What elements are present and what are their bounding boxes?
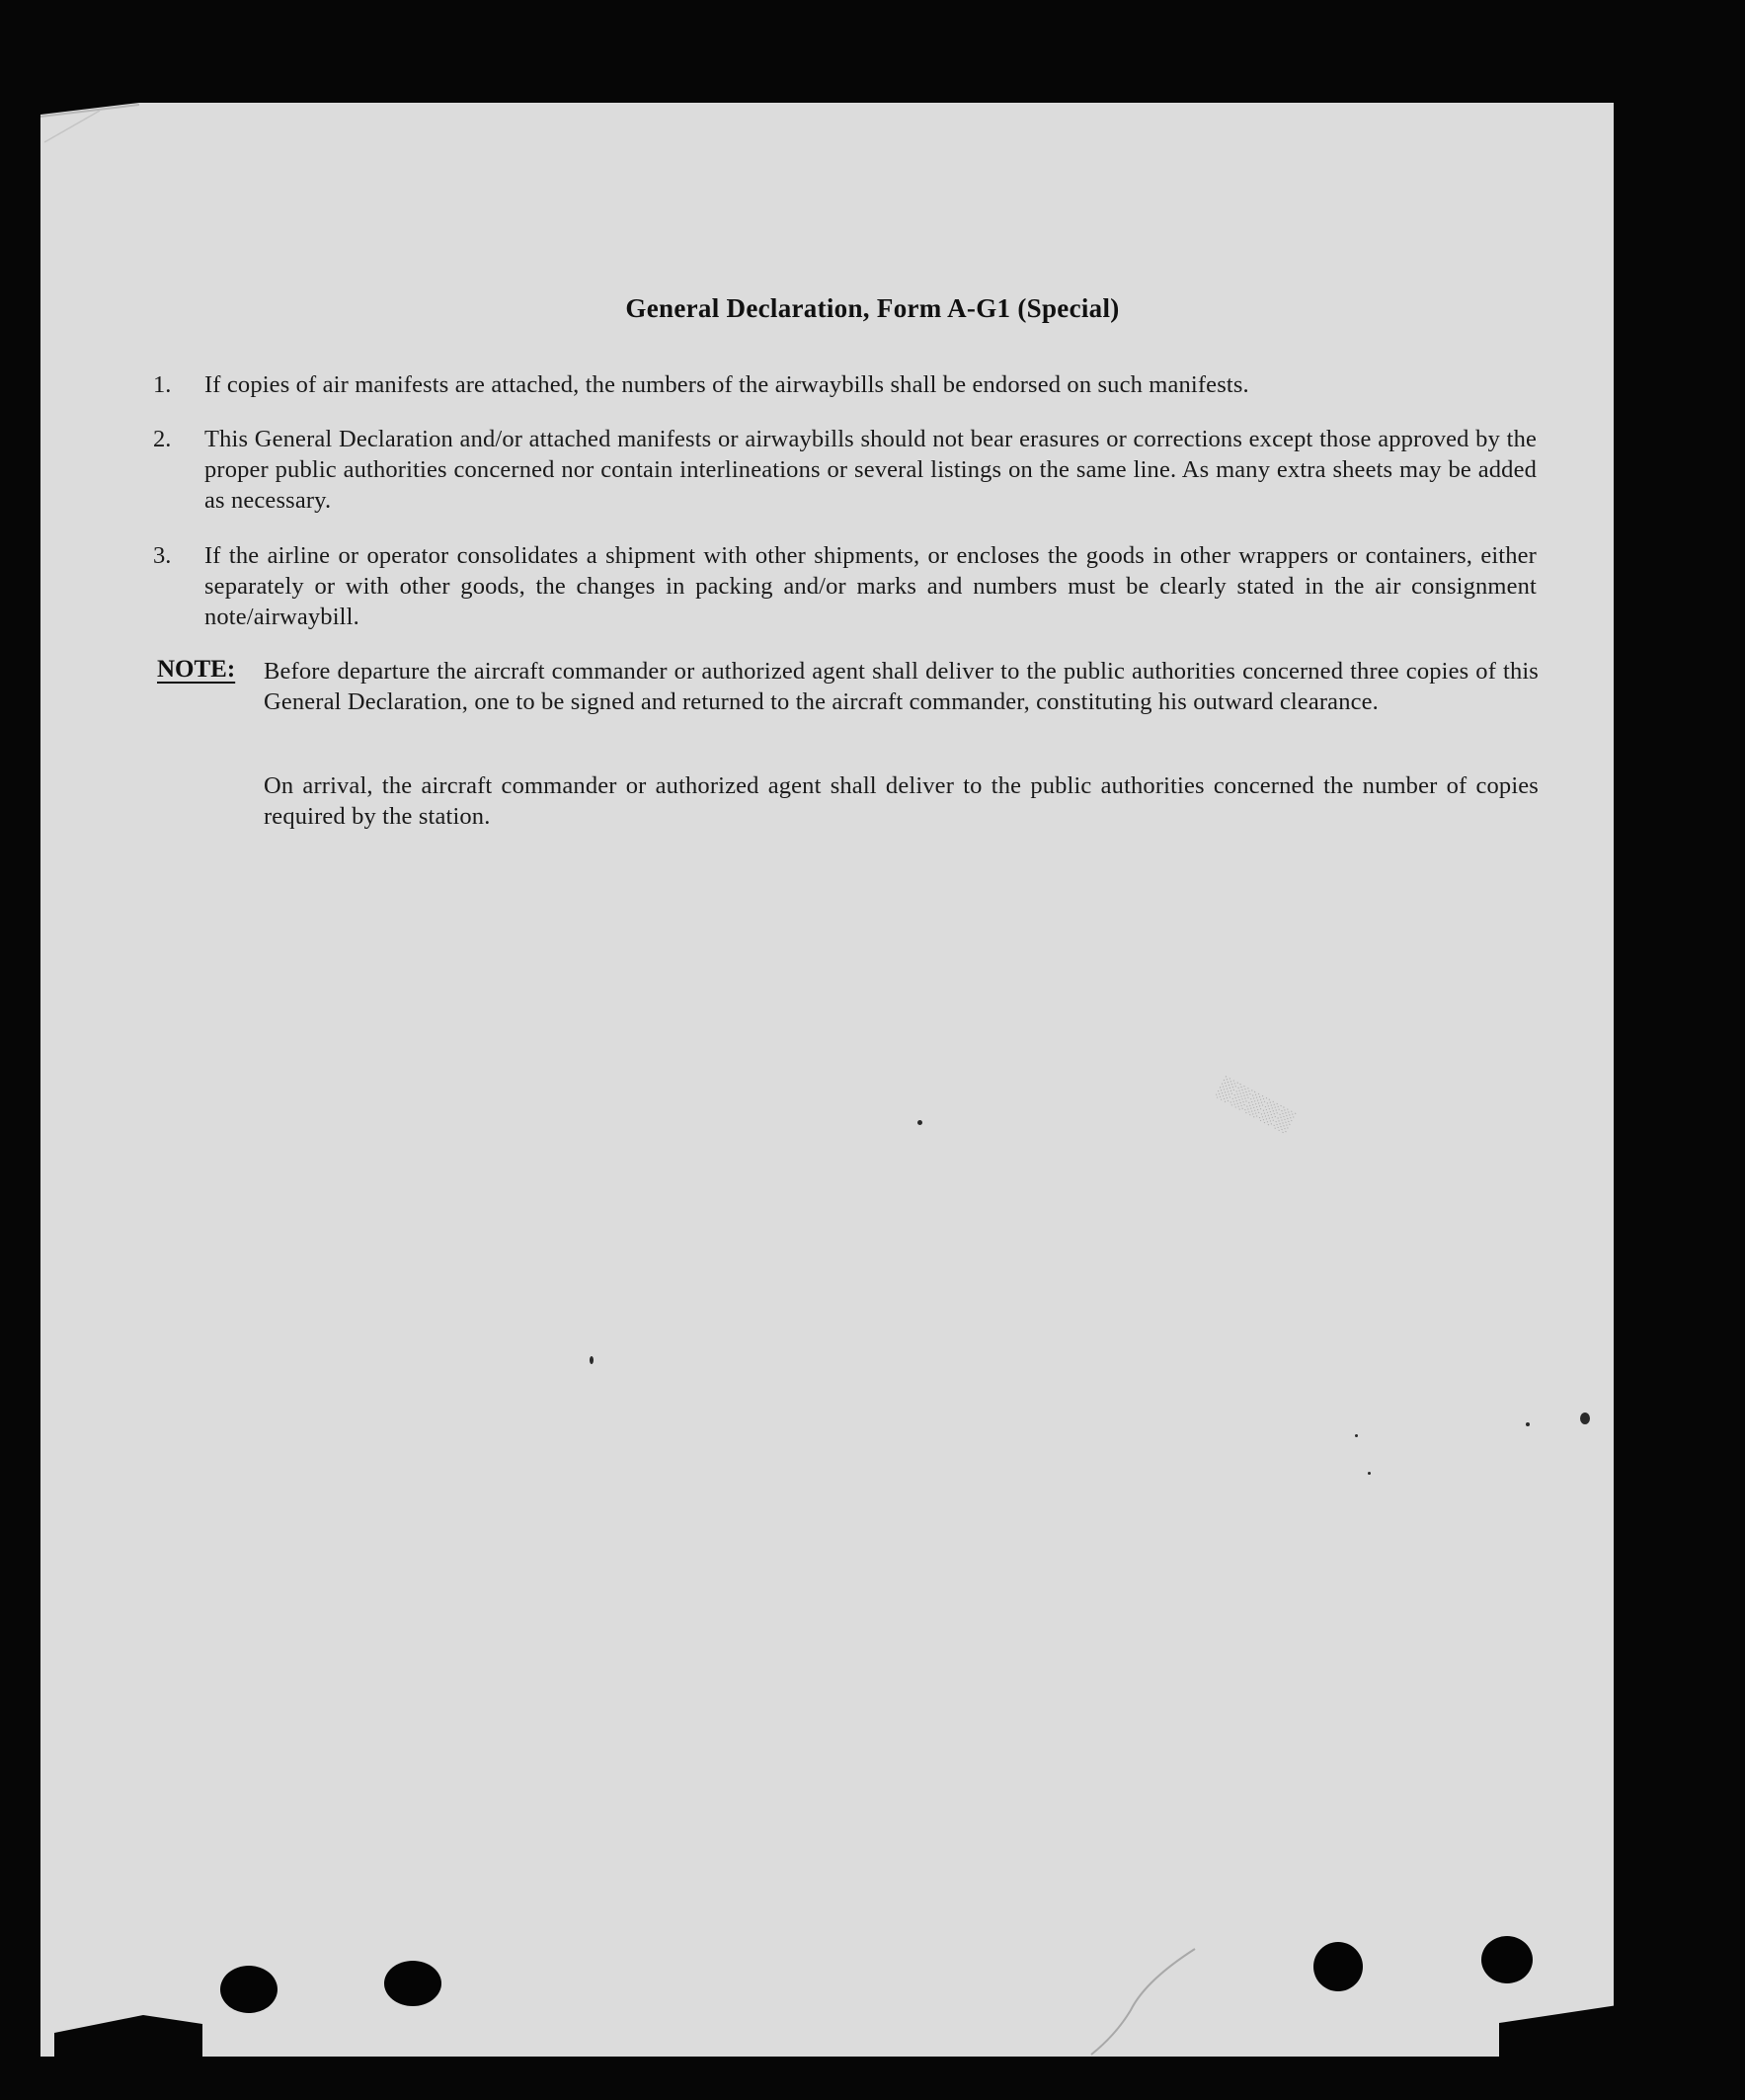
- item-text: This General Declaration and/or attached manifests or airwaybills should not bear erasures or corrections except those approved by the proper public authorities concerned nor contain interlineations or several listings on the same line. As many extra sheets may be added as necessary.: [204, 426, 1537, 514]
- item-number: 1.: [153, 371, 172, 398]
- scan-speck: [917, 1120, 922, 1125]
- scan-speck: [1526, 1422, 1530, 1426]
- note-paragraph: Before departure the aircraft commander or authorized agent shall deliver to the public authorities concerned three copies of this General Declaration, one to be signed and returned to the aircraft commander, constituting his outward clearance.: [264, 658, 1539, 715]
- scan-speck: [1355, 1434, 1358, 1437]
- tear-line: [1086, 1941, 1205, 2060]
- punch-hole: [220, 1966, 278, 2013]
- item-text: If the airline or operator consolidates a shipment with other shipments, or encloses the goods in other wrappers or containers, either separately or with other goods, the changes in packing and/or marks and numbers must be clearly stated in the air consignment note/airwaybill.: [204, 542, 1537, 630]
- item-number: 3.: [153, 542, 172, 569]
- punch-hole: [384, 1961, 441, 2006]
- punch-hole: [1481, 1936, 1533, 1983]
- scan-speck: [1368, 1472, 1371, 1475]
- item-number: 2.: [153, 426, 172, 452]
- item-text: If copies of air manifests are attached, the numbers of the airwaybills shall be endorsed on such manifests.: [204, 371, 1249, 398]
- scan-speck: [590, 1356, 594, 1364]
- punch-hole: [1313, 1942, 1363, 1991]
- document-title: General Declaration, Form A-G1 (Special): [625, 293, 1120, 323]
- note-label: NOTE:: [157, 656, 236, 683]
- faint-stamp-mark: ░░░░░: [1214, 1074, 1299, 1135]
- scan-speck: [1580, 1413, 1590, 1424]
- note-paragraph: On arrival, the aircraft commander or authorized agent shall deliver to the public authorities concerned the number of copies required by the station.: [264, 772, 1539, 830]
